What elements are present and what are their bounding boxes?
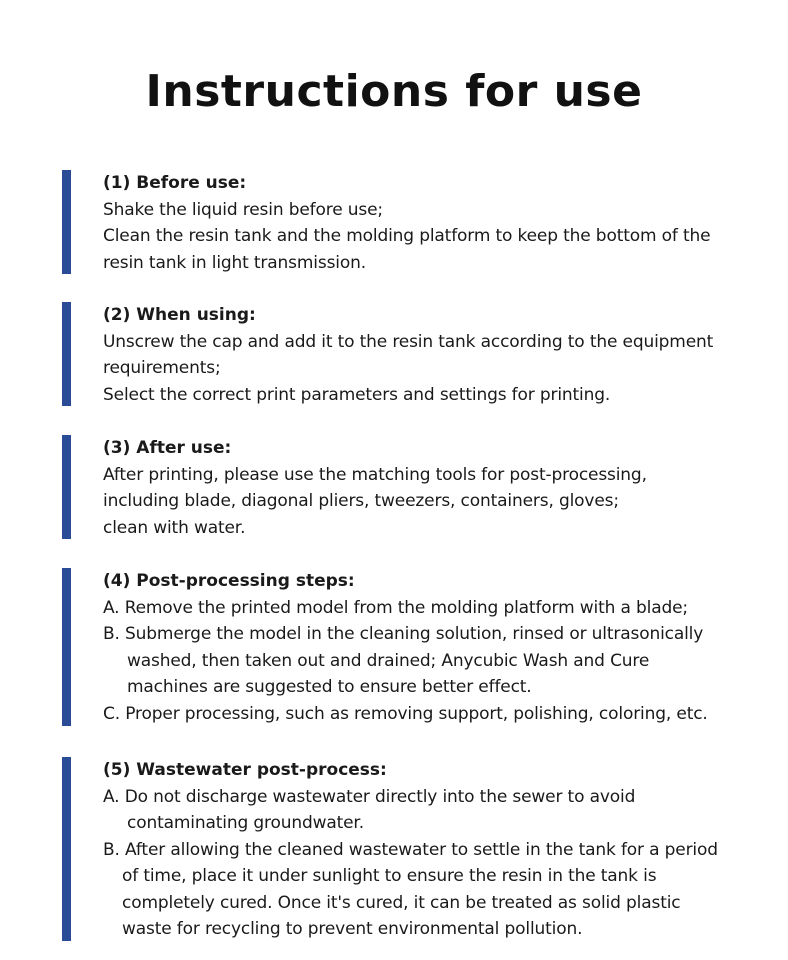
section-line: clean with water. <box>103 517 246 538</box>
page-title: Instructions for use <box>145 66 643 117</box>
step-item-continuation: of time, place it under sunlight to ensure the resin in the tank is <box>122 866 657 886</box>
step-item-continuation: washed, then taken out and drained; Anycubic Wash and Cure <box>127 650 650 671</box>
section-heading: (2) When using: <box>103 305 256 325</box>
section-line: Unscrew the cap and add it to the resin tank according to the equipment <box>103 331 714 352</box>
step-item: B. Submerge the model in the cleaning solution, rinsed or ultrasonically <box>103 624 704 644</box>
step-item-continuation: completely cured. Once it's cured, it can be treated as solid plastic <box>122 892 681 913</box>
section-accent-bar <box>62 757 71 941</box>
step-item-continuation: contaminating groundwater. <box>127 813 364 833</box>
section-accent-bar <box>62 170 71 274</box>
step-item-continuation: machines are suggested to ensure better effect. <box>127 677 532 697</box>
section-heading: (5) Wastewater post-process: <box>103 760 387 780</box>
section-heading: (1) Before use: <box>103 173 247 193</box>
section-line: resin tank in light transmission. <box>103 252 366 273</box>
step-item-continuation: waste for recycling to prevent environmental pollution. <box>122 919 583 939</box>
step-item: C. Proper processing, such as removing support, polishing, coloring, etc. <box>103 703 708 724</box>
section-line: requirements; <box>103 358 221 378</box>
step-item: A. Do not discharge wastewater directly into the sewer to avoid <box>103 786 636 807</box>
step-item: A. Remove the printed model from the molding platform with a blade; <box>103 597 688 618</box>
section-heading: (4) Post-processing steps: <box>103 571 355 591</box>
section-line: including blade, diagonal pliers, tweezers, containers, gloves; <box>103 491 619 511</box>
section-accent-bar <box>62 568 71 726</box>
section-line: After printing, please use the matching tools for post-processing, <box>103 464 647 485</box>
section-line: Select the correct print parameters and settings for printing. <box>103 384 611 405</box>
section-line: Clean the resin tank and the molding platform to keep the bottom of the <box>103 226 711 246</box>
section-heading: (3) After use: <box>103 438 232 458</box>
section-accent-bar <box>62 302 71 406</box>
step-item: B. After allowing the cleaned wastewater to settle in the tank for a period <box>103 839 718 860</box>
section-accent-bar <box>62 435 71 539</box>
section-line: Shake the liquid resin before use; <box>103 199 383 220</box>
